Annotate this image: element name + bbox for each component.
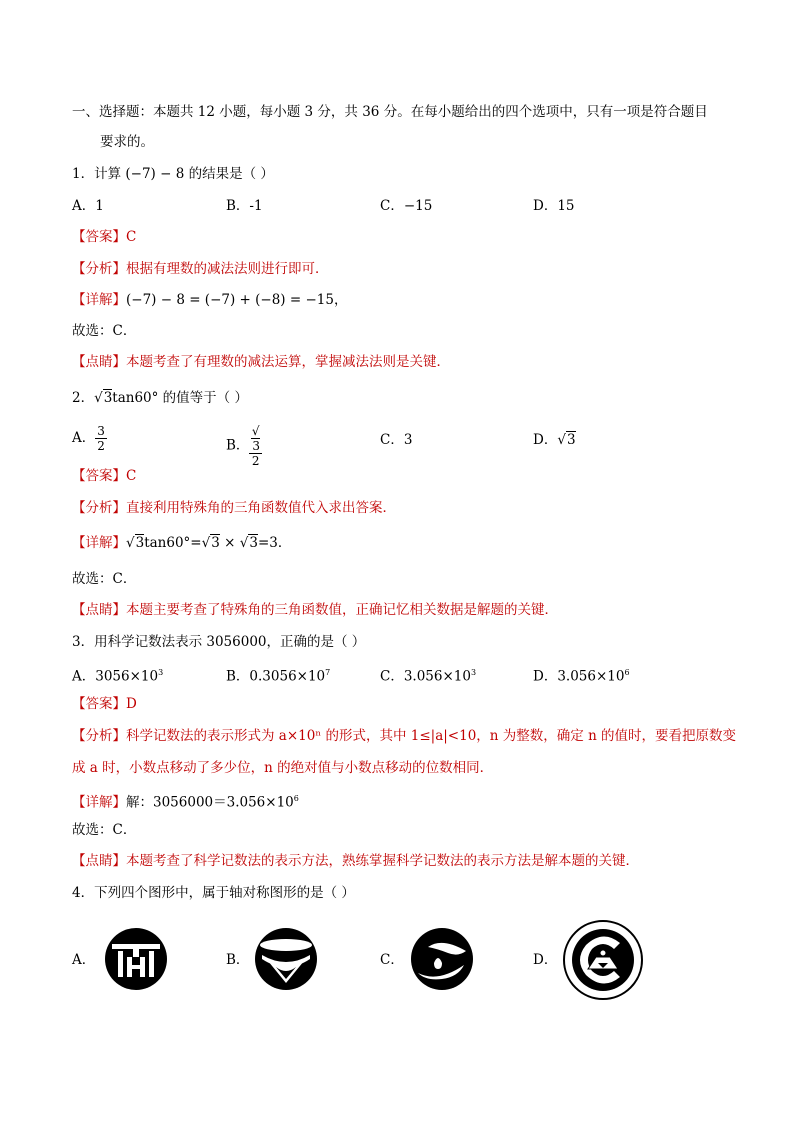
q4-figure-d xyxy=(562,919,644,1001)
option-base: D．3.056×10 xyxy=(533,668,625,685)
q2-comment xyxy=(72,600,558,620)
q2-option-c: C．3 xyxy=(380,432,413,448)
q2-analysis xyxy=(72,498,396,518)
q4-option-a-label: A． xyxy=(72,952,96,968)
exponent: 6 xyxy=(624,668,630,677)
q4-option-c-label: C． xyxy=(380,952,404,968)
detail-text: 解：3056000＝3.056×10 xyxy=(126,794,294,811)
analysis-text: 科学记数法的表示形式为 a×10ⁿ 的形式，其中 1≤|a|<10，n 为整数，确定 n 的值时，要看把原数变 xyxy=(126,728,737,744)
q3-option-b xyxy=(226,663,330,687)
detail-text: (−7) − 8 = (−7) + (−8) = −15， xyxy=(126,292,348,308)
comment-tag: 【点睛】 xyxy=(72,853,126,869)
option-label: B． xyxy=(226,437,250,454)
q3-stem: 3．用科学记数法表示 3056000，正确的是（ ） xyxy=(72,634,366,650)
q1-detail xyxy=(72,290,347,310)
radicand: 3 xyxy=(103,390,113,406)
q1-stem: 1．计算 (−7) − 8 的结果是（ ） xyxy=(72,166,274,182)
detail-tag: 【详解】 xyxy=(72,794,126,811)
answer-value: C xyxy=(126,229,137,245)
radicand: 3 xyxy=(135,535,145,551)
option-base: C．3.056×10 xyxy=(380,668,471,685)
q3-answer xyxy=(72,694,137,714)
comment-tag: 【点睛】 xyxy=(72,602,126,618)
fraction xyxy=(249,424,262,468)
section-heading: 一、选择题：本题共 12 小题，每小题 3 分，共 36 分。在每小题给出的四个选项中，只有一项是符合题目 xyxy=(72,104,708,120)
radicand: 3 xyxy=(211,535,220,551)
fraction xyxy=(95,424,107,453)
answer-tag: 【答案】 xyxy=(72,696,126,712)
q2-stem-text: tan60° 的值等于（ ） xyxy=(112,390,248,406)
numerator: 3 xyxy=(97,424,105,438)
detail-tag: 【详解】 xyxy=(72,535,126,551)
option-label: A． xyxy=(72,430,96,446)
q3-choose: 故选：C． xyxy=(72,822,137,838)
option-base: B．0.3056×10 xyxy=(226,668,326,685)
analysis-text: 直接利用特殊角的三角函数值代入求出答案． xyxy=(126,500,396,516)
q1-choose: 故选：C． xyxy=(72,323,137,339)
radicand: 3 xyxy=(249,535,258,551)
numerator: √ 3 xyxy=(249,424,262,454)
answer-value: D xyxy=(126,696,137,712)
option-label: D． xyxy=(533,432,558,448)
q4-option-d-label: D． xyxy=(533,952,558,968)
q1-option-d: D．15 xyxy=(533,198,575,214)
answer-tag: 【答案】 xyxy=(72,468,126,484)
analysis-tag: 【分析】 xyxy=(72,728,126,744)
q1-option-b: B．-1 xyxy=(226,198,263,214)
q3-option-d xyxy=(533,663,630,687)
answer-value: C xyxy=(126,468,137,484)
detail-end: =3． xyxy=(257,535,292,551)
comment-tag: 【点睛】 xyxy=(72,354,126,370)
q2-stem: 2．√3tan60° 的值等于（ ） xyxy=(72,390,248,406)
q1-option-a: A．1 xyxy=(72,198,104,214)
analysis-tag: 【分析】 xyxy=(72,500,126,516)
q3-detail xyxy=(72,789,299,813)
denominator: 2 xyxy=(251,454,260,468)
option-base: A．3056×10 xyxy=(72,668,159,685)
analysis-tag: 【分析】 xyxy=(72,261,126,277)
comment-text: 本题考查了有理数的减法运算，掌握减法法则是关键． xyxy=(126,354,450,370)
denominator: 2 xyxy=(97,439,105,453)
q2-option-a xyxy=(72,424,107,453)
comment-text: 本题主要考查了特殊角的三角函数值，正确记忆相关数据是解题的关键． xyxy=(126,602,558,618)
q4-figure-b xyxy=(252,927,320,991)
q3-option-a xyxy=(72,663,163,687)
radicand: 3 xyxy=(566,432,576,448)
q1-analysis xyxy=(72,259,329,279)
q3-comment xyxy=(72,851,639,871)
exponent: 3 xyxy=(158,668,164,677)
q2-detail: 【详解】√3tan60°=√3 × √3=3． xyxy=(72,535,292,551)
exponent: 3 xyxy=(470,668,477,677)
q2-number: 2． xyxy=(72,390,95,406)
radicand: 3 xyxy=(252,439,261,453)
q3-analysis-cont: 成 a 时，小数点移动了多少位，n 的绝对值与小数点移动的位数相同． xyxy=(72,760,494,776)
times: × xyxy=(219,535,240,551)
comment-text: 本题考查了科学记数法的表示方法，熟练掌握科学记数法的表示方法是解本题的关键． xyxy=(126,853,639,869)
q3-analysis xyxy=(72,726,736,746)
q2-option-b xyxy=(226,424,262,468)
q4-figure-c xyxy=(408,927,476,991)
q4-stem: 4．下列四个图形中，属于轴对称图形的是（ ） xyxy=(72,885,355,901)
q2-option-d: D．√3 xyxy=(533,432,576,448)
exponent: 6 xyxy=(293,794,299,803)
q2-choose: 故选：C． xyxy=(72,571,137,587)
q1-option-c: C．−15 xyxy=(380,198,433,214)
exponent: 7 xyxy=(325,668,331,677)
detail-text: tan60°= xyxy=(144,535,202,551)
q3-option-c xyxy=(380,663,476,687)
q1-comment xyxy=(72,352,450,372)
q4-option-b-label: B． xyxy=(226,952,250,968)
q1-answer xyxy=(72,227,136,247)
q2-answer xyxy=(72,466,136,486)
detail-tag: 【详解】 xyxy=(72,292,126,308)
section-heading-cont: 要求的。 xyxy=(100,134,154,150)
analysis-text: 根据有理数的减法法则进行即可． xyxy=(126,261,329,277)
q4-figure-a xyxy=(104,927,168,991)
answer-tag: 【答案】 xyxy=(72,229,126,245)
